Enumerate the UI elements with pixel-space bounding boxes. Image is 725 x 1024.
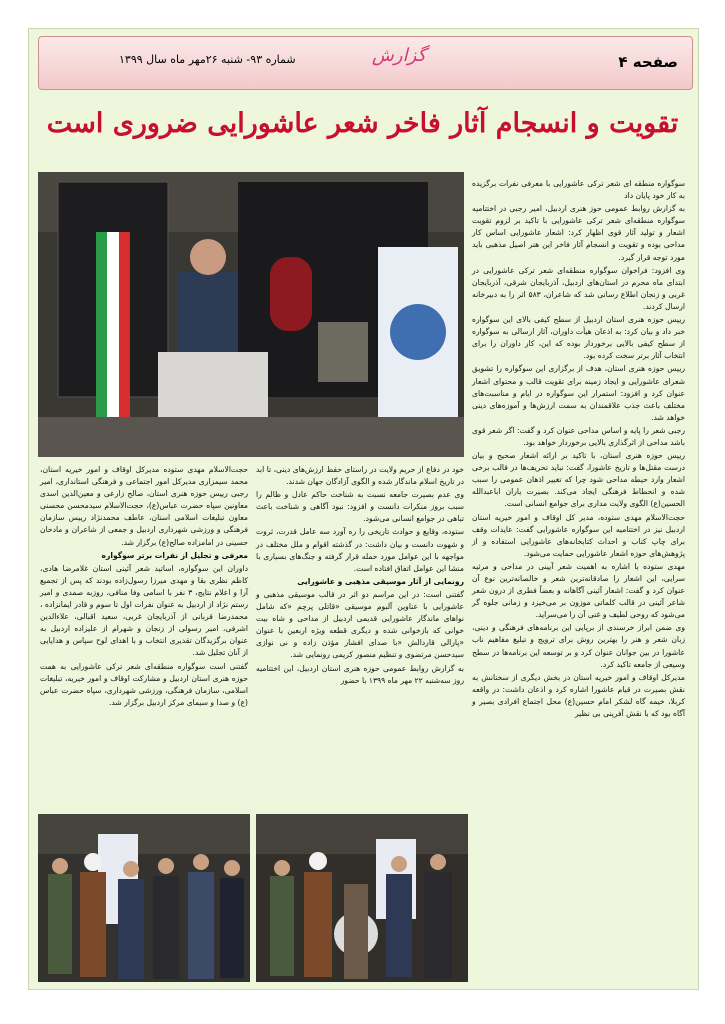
article-column-middle [256,464,464,809]
paragraph: سوگواره منطقه ای شعر ترکی عاشورایی با معرفی نفرات برگزیده به کار خود پایان داد [472,179,685,201]
issue-info: شماره ۹۳- شنبه ۲۶مهر ماه سال ۱۳۹۹ [119,53,296,66]
section-name: گزارش [371,45,427,66]
paragraph: وی عدم بصیرت جامعه نسبت به شناخت حاکم عادل و ظالم را سبب بروز منکرات دانست و افزود: نبود آگاهی و شناخت باعث تباهی در جوامع انسانی می‌شود. [256,490,464,524]
page-header [38,36,693,90]
paragraph: مدیرکل اوقاف و امور خیریه استان در بخش دیگری از سخنانش به نقش بصیرت در قیام عاشورا اشاره کرد و اذعان داشت: در واقعه کربلا، خیمه گاه لشکر امام حسین(ع) محل اجتماع افرادی بصیر و آگاه بود که با نقش آفرینی بی نظیر [472,672,685,719]
paragraph: رییس حوزه هنری استان اردبیل از سطح کیفی بالای این سوگواره خبر داد و بیان کرد: به اذعان هیأت داوران، آثار ارسالی به سوگواره از سطح کیفی بالایی برخوردار بوده که این، کار داوران را برای انتخاب آثار برتر سخت کرده بود. [472,315,685,361]
speaker-podium-illustration [38,172,464,457]
paragraph: به گزارش روابط عمومی حوز هنری اردبیل، امیر رجبی در اختتامیه سوگواره منطقه‌ای شعر ترکی عاشورایی با تاکید بر لزوم تقویت اشعار و تولید آثار قوی اظهار کرد: اشعار عاشورایی اساس کار مداحی بوده و تقویت و انسجام آثار فاخر این هنر اصیل مذهبی باید مورد توجه قرار گیرد. [472,204,685,262]
paragraph: حجت‌الاسلام مهدی ستوده، مدیر کل اوقاف و امور خیریه استان اردبیل نیز در اختتامیه این سوگواره عاشورایی گفت: عایدات وقف برای چاپ کتاب و احداث کتابخانه‌های عاشورایی استفاده و از پژوهش‌های حوزه اشعار عاشورایی حمایت می‌شود. [472,512,685,558]
paragraph: حجت‌الاسلام مهدی ستوده مدیرکل اوقاف و امور خیریه استان، محمد سیمزاری مدیرکل امور اجتماعی و فرهنگی استانداری، امیر رجبی رییس حوزه هنری استان، صالح زارعی و معین‌الدین اسدی معاونین سپاه حضرت عباس(ع)، حجت‌الاسلام سیدمحسن محسنی معاون تبلیغات اسلامی استان، عاطف محمدنژاد رییس سازمان فرهنگی و ورزشی شهرداری اردبیل و جمعی از شاعران و مادحان حسینی در امامزاده صالح(ع) برگزار شد. [40,465,248,547]
paragraph: به گزارش روابط عمومی حوزه هنری استان اردبیل، این اختتامیه روز سه‌شنبه ۲۲ مهر ماه ۱۳۹۹ با حضور [256,663,464,685]
article-column-right [472,178,685,978]
paragraph: داوران این سوگواره، اساتید شعر آئینی استان غلامرضا هادی، کاظم نظری بقا و مهدی میرزا رسول‌زاده بودند که پس از تجمیع آرا و اعلام نتایج، ۳ نفر با اسامی وفا منافی، روزبه صمدی و امیر رستم نژاد از اردبیل به عنوان نفرات اول تا سوم و قادر ایمانزاده ، محمدرضا قربانی از آذربایجان غربی، سعید اقبالی، علاءالدین اشرفی، امیر رسولی از زنجان و شهرام از علیزاده اردبیل به عنوان برگزیدگان تقدیری انتخاب و با اهدای لوح سپاس و هدایایی از آنان تجلیل شد. [40,563,248,658]
subheading: معرفی و تجلیل از نفرات برتر سوگواره [101,550,248,560]
paragraph: وی ضمن ابراز خرسندی از برپایی این برنامه‌های فرهنگی و دینی، زبان شعر و هنر را بهترین روش برای ترویج و تبلیغ مفاهیم ناب عاشورا در بین جوانان عنوان کرد و بر توسعه این برنامه‌ها در سطح وسیعی از جامعه تاکید کرد. [472,623,685,669]
paragraph: خود در دفاع از حریم ولایت در راستای حفظ ارزش‌های دینی، تا ابد در تاریخ اسلام ماندگار شده و الگوی آزادگان جهان شدند. [256,465,464,487]
paragraph: مهدی ستوده با اشاره به اهمیت شعر آیینی در مداحی و مرثیه سرایی، این اشعار را صادقانه‌ترین شعر و خالصانه‌ترین نوع آن عنوان کرد و گفت: اشعار آئینی آگاهانه و بعضاً فطری از درون شعر شاعر آئینی در قالب کلماتی موزون بر می‌خیزد و زمانی جلوه گر می‌شود که روحی لطیف و غنی آن را می‌سراید. [472,561,685,620]
subheading: رونمایی از آثار موسیقی مذهبی و عاشورایی [297,576,464,586]
paragraph: گفتنی است: در این مراسم دو اثر در قالب موسیقی مذهبی و عاشورایی با عناوین آلبوم موسیقی «قاتلی پرچم «که شامل نواهای ماندگار عاشورایی قدیمی اردبیل از مداحی و شاه بیت خوانی که بازخوانی شده و دیگری قطعه ویژه اربعین با عنوان «پارالی قاردالش «با صدای افشار مؤذن زاده و نی نوازی سیدحسن مرتضوی و تنظیم منصور کریمی رونمایی شد. [256,589,464,660]
award-ceremony-illustration [38,814,250,982]
paragraph: رییس حوزه هنری استان، با تاکید بر ارائه اشعار صحیح و بیان درست مقتل‌ها و تاریخ عاشورا، گفت: نباید تحریف‌ها در قالب برخی اشعار وارد حیطه مداحی شود چرا که تغییر اذهان عمومی را سبب شده و انحطاط فرهنگی ایجاد می‌کند. بصیرت یاران اباعبدالله الحسین(ع) الگوی ولایت مداری برای جوامع انسانی است. [472,451,685,509]
paragraph: رییس حوزه هنری استان، هدف از برگزاری این سوگواره را تشویق شعرای عاشورایی و ایجاد زمینه برای تقویت قالب و محتوای اشعار عنوان کرد و افزود: استمرار این سوگواره در ایام و مناسبت‌های مختلف باعث جذب علاقمندان به سمت ارزش‌ها و آموزه‌های دینی خواهد شد. [472,364,685,422]
paragraph: رجبی شعر را پایه و اساس مداحی عنوان کرد و گفت: اگر شعر قوی باشد مداحی از اثرگذاری بالایی برخوردار خواهد بود. [472,425,685,447]
article-title: تقویت و انسجام آثار فاخر شعر عاشورایی ضروری است [46,108,679,139]
article-column-left [40,464,248,809]
paragraph: ستوده، وقایع و حوادث تاریخی را ره آورد سه عامل قدرت، ثروت و شهوت دانست و بیان داشت: در گذشته اقوام و ملل مختلف در مواجهه با این عوامل مورد حمله قرار گرفته و جنگ‌های بسیاری با منشا این عوامل اتفاق افتاده است. [256,527,464,573]
ceremony-photo-left [38,814,250,982]
paragraph: گفتنی است سوگواره منطقه‌ای شعر ترکی عاشورایی به همت حوزه هنری استان اردبیل و مشارکت اوقاف و امور خیریه، تبلیغات اسلامی، سازمان فرهنگی، ورزشی شهرداری، سپاه حضرت عباس (ع) و صدا و سیمای مرکز اردبیل برگزار شد. [40,661,248,707]
ceremony-photo-right [256,814,468,982]
award-ceremony-illustration [256,814,468,982]
page-number: صفحه ۴ [618,53,678,71]
main-photo [38,172,464,457]
paragraph: وی افزود: فراخوان سوگواره منطقه‌ای شعر ترکی عاشورایی در ابتدای ماه محرم در استان‌های اردبیل، آذربایجان شرقی، آذربایجان غربی و زنجان اطلاع رسانی شد که شاعران، ۵۸۳ اثر را به دبیرخانه ارسال کردند. [472,265,686,311]
